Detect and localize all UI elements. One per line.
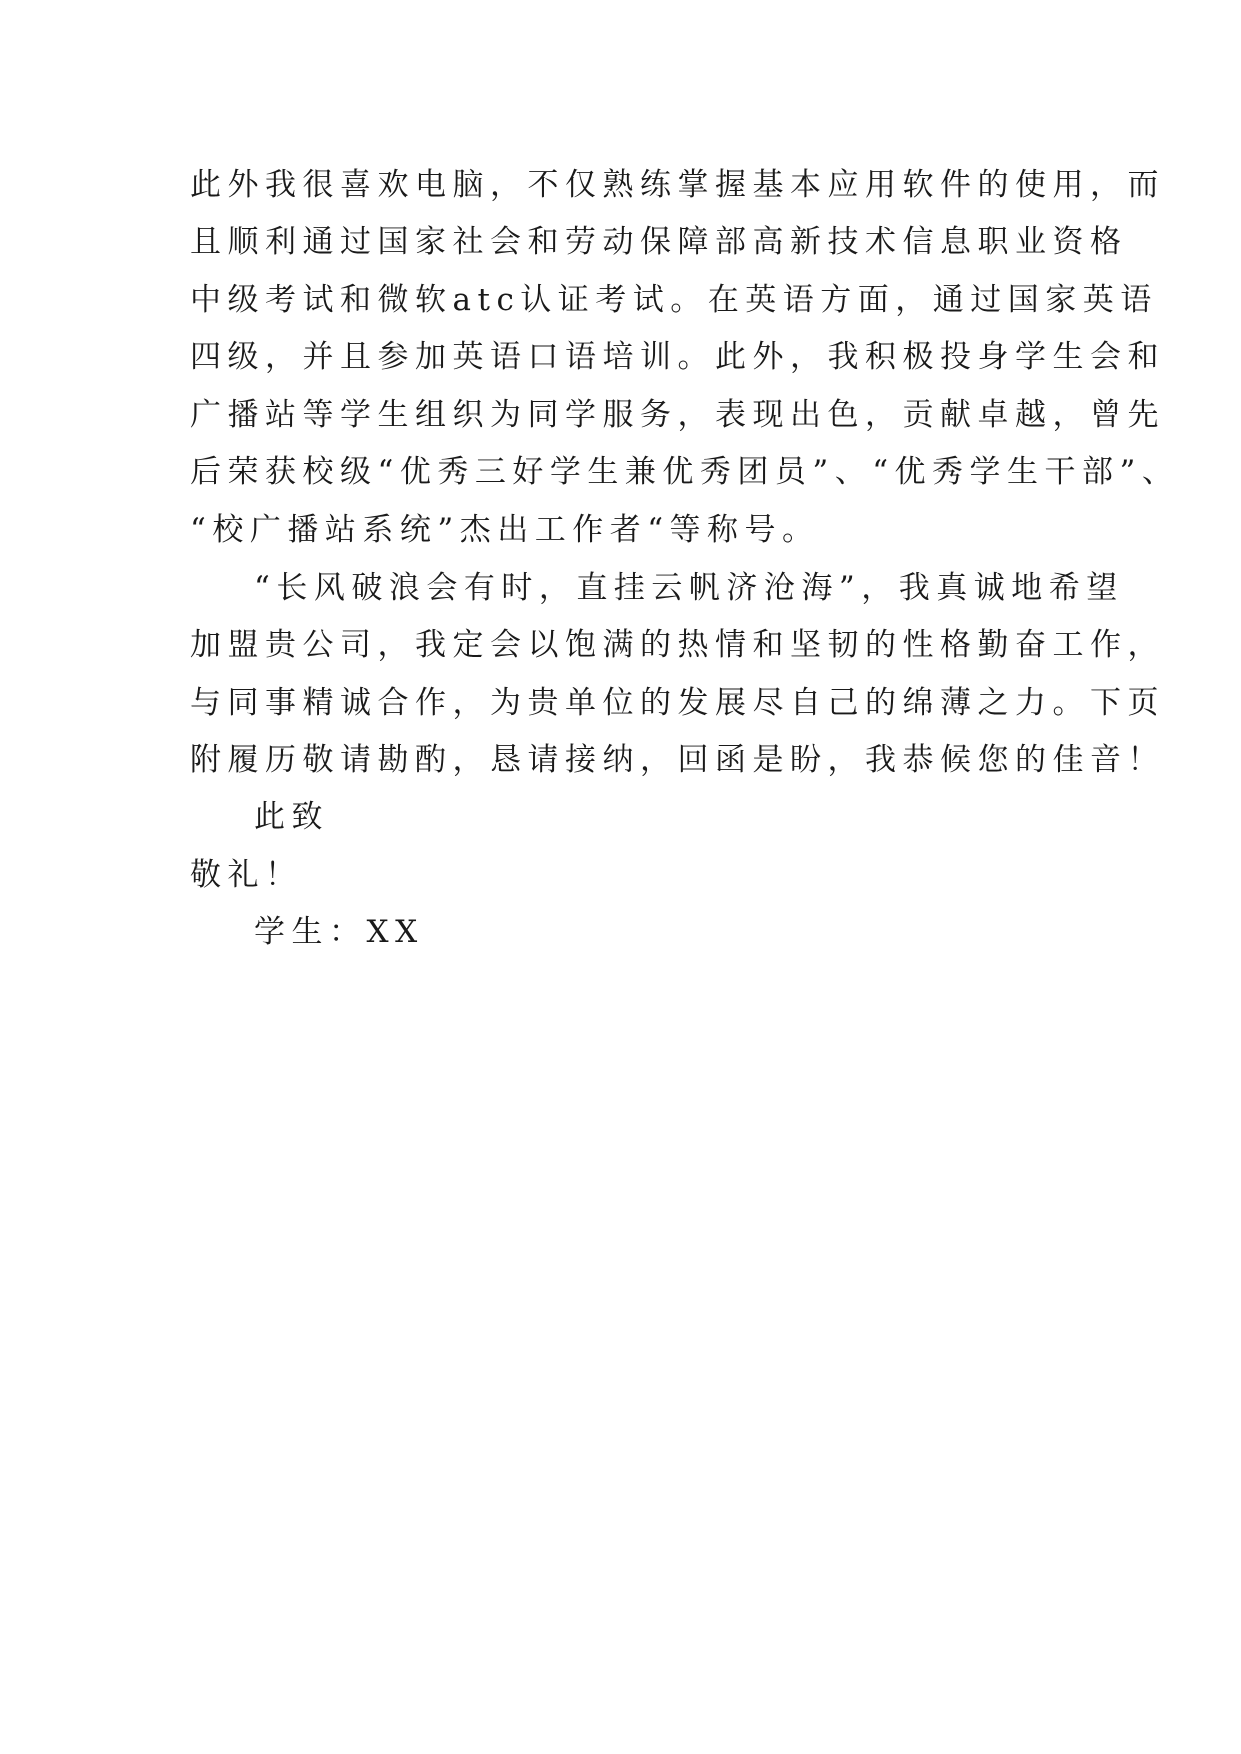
paragraph-1-line-1: 此外我很喜欢电脑，不仅熟练掌握基本应用软件的使用，而 [190, 167, 1165, 203]
paragraph-2-line-3: 与同事精诚合作，为贵单位的发展尽自己的绵薄之力。下页 [190, 685, 1165, 721]
signature-text: 学生：XX [254, 914, 424, 950]
paragraph-1-line-2: 且顺利通过国家社会和劳动保障部高新技术信息职业资格 [190, 224, 1128, 260]
paragraph-1-line-6: 后荣获校级“优秀三好学生兼优秀团员”、“优秀学生干部”、 [190, 454, 1180, 490]
paragraph-2-line-4: 附履历敬请勘酌，恳请接纳，回函是盼，我恭候您的佳音！ [190, 742, 1165, 778]
closing-text: 此致 [254, 799, 329, 835]
paragraph-1-line-4: 四级，并且参加英语口语培训。此外，我积极投身学生会和 [190, 339, 1165, 375]
paragraph-1-line-5: 广播站等学生组织为同学服务，表现出色，贡献卓越，曾先 [190, 397, 1165, 433]
paragraph-1-line-7: “校广播站系统”杰出工作者“等称号。 [190, 512, 820, 548]
salute-text: 敬礼！ [190, 857, 303, 893]
paragraph-2-line-2: 加盟贵公司，我定会以饱满的热情和坚韧的性格勤奋工作， [190, 627, 1165, 663]
paragraph-2-line-1: “长风破浪会有时，直挂云帆济沧海”，我真诚地希望 [254, 570, 1124, 606]
paragraph-1-line-3: 中级考试和微软atc认证考试。在英语方面，通过国家英语 [190, 282, 1158, 318]
